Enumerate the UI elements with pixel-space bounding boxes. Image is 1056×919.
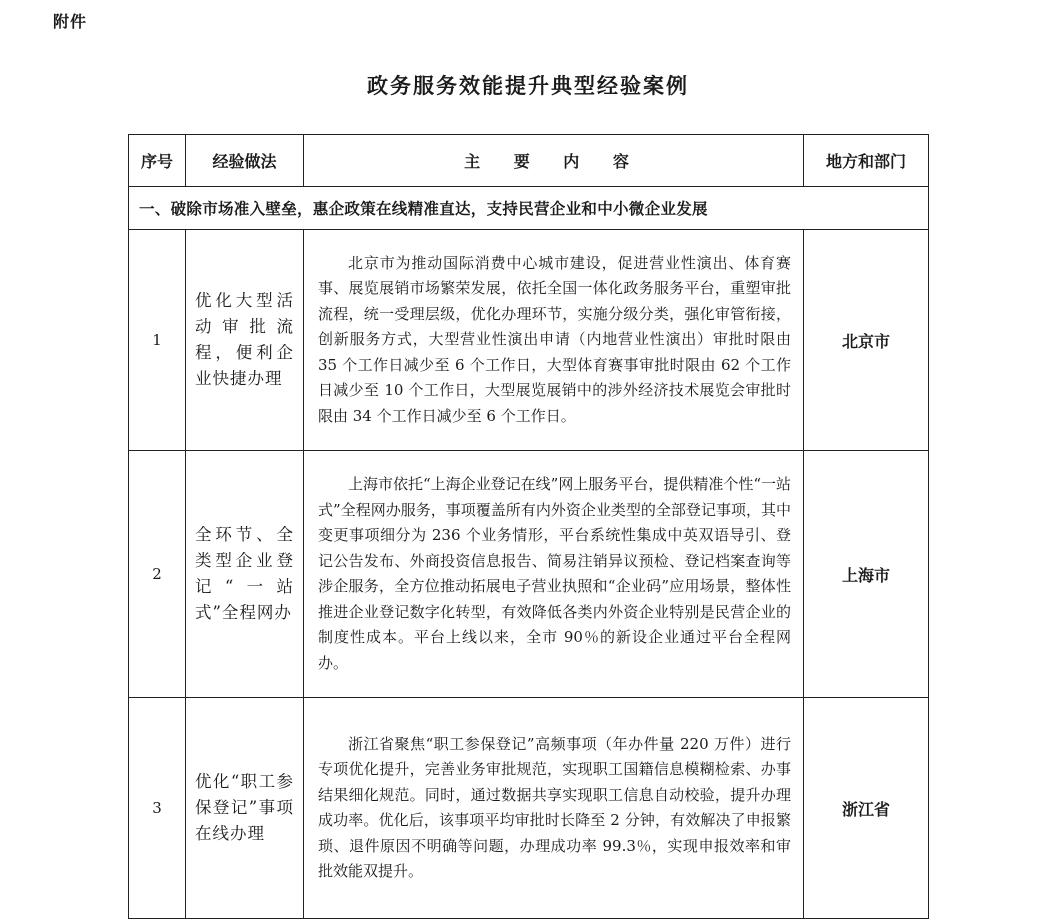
header-content: 主 要 内 容 [304, 135, 804, 187]
row-content: 浙江省聚焦“职工参保登记”高频事项（年办件量 220 万件）进行专项优化提升，完善业务审批规范，实现职工国籍信息模糊检索、办事结果细化规范。同时，通过数据共享实现职工信息自动校验，提升办理成功率。优化后，该事项平均审批时长降至 2 分钟，有效解决了申报繁琐、退件原因不明确等问题，办理成功率 99.3％，实现申报效率和审批效能双提升。 [304, 698, 804, 919]
table-row [129, 230, 929, 451]
attachment-label: 附件 [53, 12, 88, 31]
document-title: 政务服务效能提升典型经验案例 [367, 73, 689, 98]
section-heading: 一、破除市场准入壁垒，惠企政策在线精准直达，支持民营企业和中小微企业发展 [129, 187, 929, 230]
header-practice: 经验做法 [186, 135, 304, 187]
table-row [129, 698, 929, 919]
row-department: 北京市 [804, 230, 929, 451]
table-row [129, 451, 929, 698]
section-row [129, 187, 929, 230]
row-number: 3 [129, 698, 186, 919]
row-content: 上海市依托“上海企业登记在线”网上服务平台，提供精准个性“一站式”全程网办服务，事项覆盖所有内外资企业类型的全部登记事项，其中变更事项细分为 236 个业务情形，平台系统性集成中英双语导引、登记公告发布、外商投资信息报告、简易注销异议预检、登记档案查询等涉企服务，全方位推动拓展电子营业执照和“企业码”应用场景，整体性推进企业登记数字化转型，有效降低各类内外资企业特别是民营企业的制度性成本。平台上线以来，全市 90％的新设企业通过平台全程网办。 [304, 451, 804, 698]
row-practice: 优化大型活动审批流程，便利企业快捷办理 [186, 230, 304, 451]
row-department: 上海市 [804, 451, 929, 698]
row-department: 浙江省 [804, 698, 929, 919]
row-number: 1 [129, 230, 186, 451]
row-content: 北京市为推动国际消费中心城市建设，促进营业性演出、体育赛事、展览展销市场繁荣发展，依托全国一体化政务服务平台，重塑审批流程，统一受理层级，优化办理环节，实施分级分类，强化审管衔接，创新服务方式，大型营业性演出申请（内地营业性演出）审批时限由 35 个工作日减少至 6 个工作日，大型体育赛事审批时限由 62 个工作日减少至 10 个工作日，大型展览展销中的涉外经济技术展览会审批时限由 34 个工作日减少至 6 个工作日。 [304, 230, 804, 451]
header-department: 地方和部门 [804, 135, 929, 187]
header-number: 序号 [129, 135, 186, 187]
table-header-row [129, 135, 929, 187]
row-number: 2 [129, 451, 186, 698]
row-practice: 全环节、全类型企业登记“一站式”全程网办 [186, 451, 304, 698]
cases-table [128, 134, 929, 919]
row-practice: 优化“职工参保登记”事项在线办理 [186, 698, 304, 919]
